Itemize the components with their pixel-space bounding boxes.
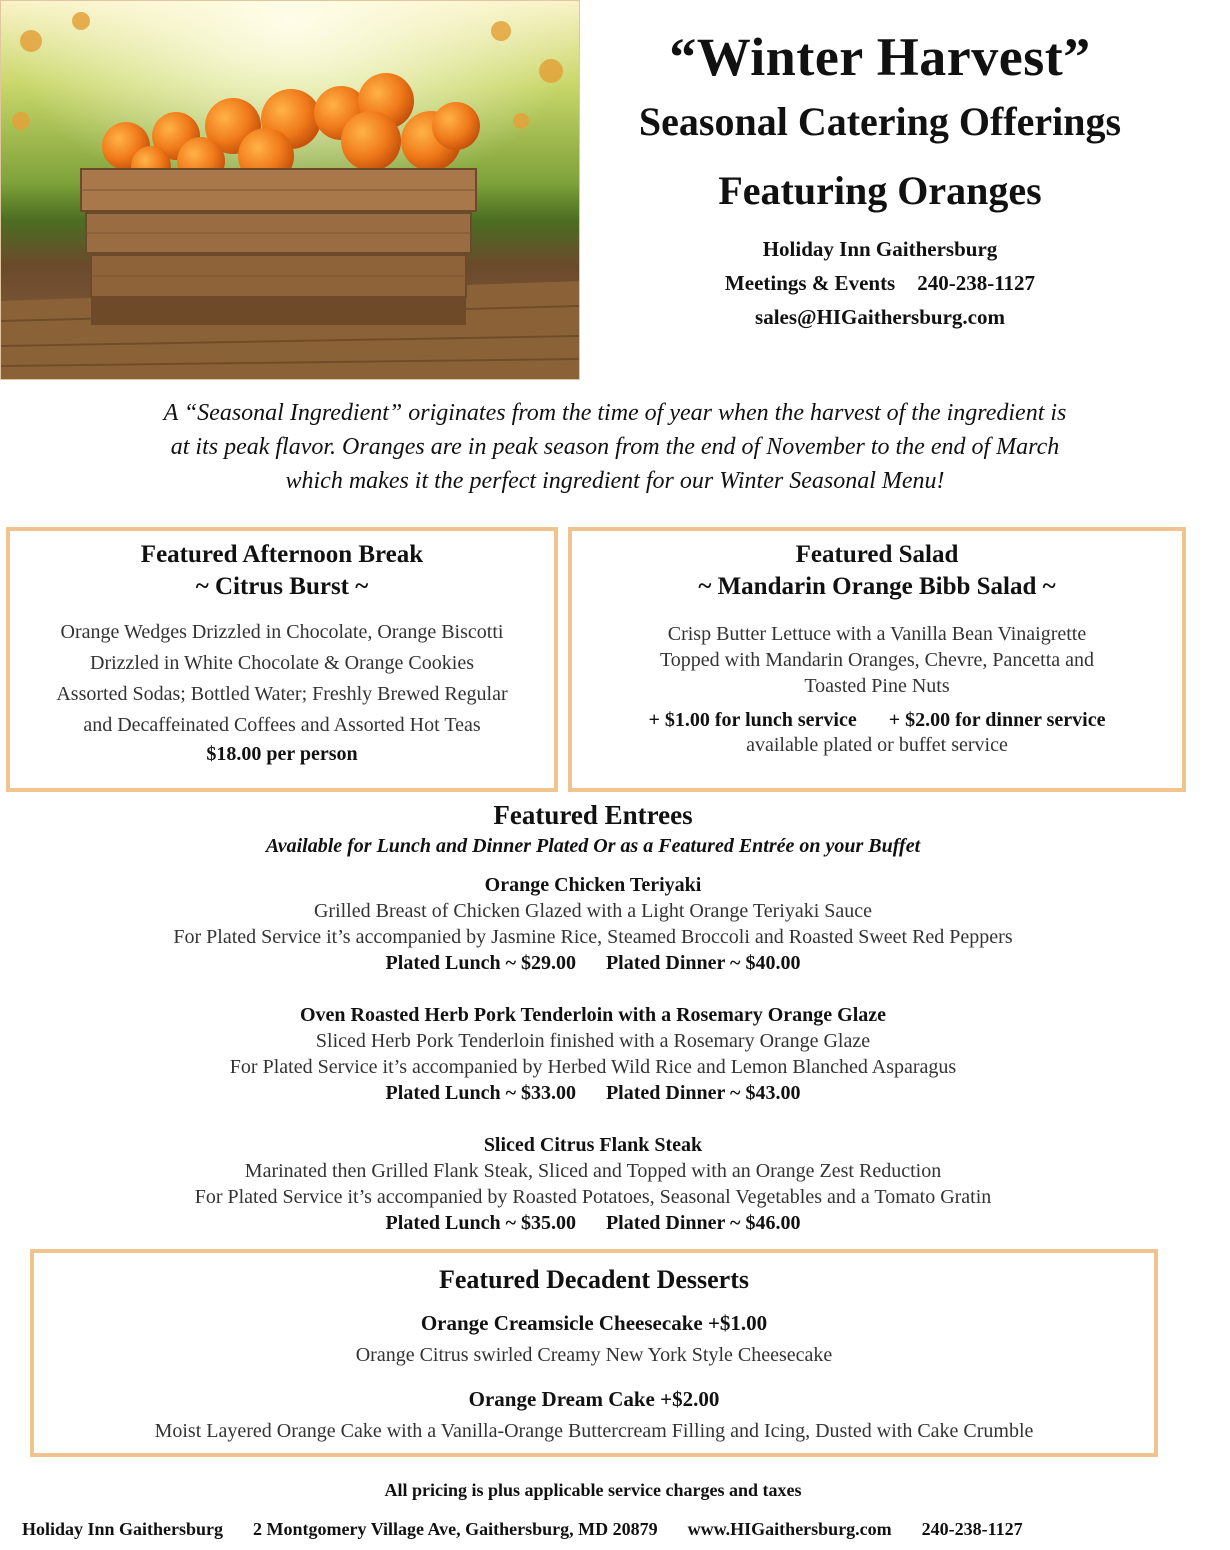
salad-dinner-price: + $2.00 for dinner service [888, 709, 1106, 731]
entree-dinner-price: Plated Dinner ~ $43.00 [605, 1082, 801, 1104]
intro-line: at its peak flavor. Oranges are in peak season from the end of November to the end of March [170, 434, 1060, 460]
description-line: Topped with Mandarin Oranges, Chevre, Pancetta and [659, 649, 1095, 671]
email-link[interactable]: sales@HIGaithersburg.com [755, 305, 1005, 329]
desserts-box [30, 1249, 1158, 1457]
entree-dinner-price: Plated Dinner ~ $40.00 [605, 952, 801, 974]
footer-venue: Holiday Inn Gaithersburg [22, 1519, 224, 1539]
entree-sides: For Plated Service it’s accompanied by Jasmine Rice, Steamed Broccoli and Roasted Sweet Red Peppers [173, 926, 1013, 948]
afternoon-break-box [6, 527, 558, 792]
salad-name: ~ Mandarin Orange Bibb Salad ~ [698, 573, 1056, 600]
afternoon-break-heading: Featured Afternoon Break [140, 541, 424, 568]
page-subtitle-2: Featuring Oranges [718, 168, 1042, 213]
salad-lunch-price: + $1.00 for lunch service [648, 709, 857, 731]
title-block [580, 18, 1180, 334]
dessert-name: Orange Dream Cake +$2.00 [468, 1387, 720, 1411]
meetings-line [580, 266, 1180, 300]
entrees-subheading: Available for Lunch and Dinner Plated Or as a Featured Entrée on your Buffet [265, 835, 921, 857]
venue-name: Holiday Inn Gaithersburg [762, 237, 998, 261]
pricing-footnote: All pricing is plus applicable service charges and taxes [384, 1480, 802, 1500]
intro-line: which makes it the perfect ingredient for our Winter Seasonal Menu! [285, 468, 945, 494]
orange-crate-photo [0, 0, 580, 380]
description-line: Crisp Butter Lettuce with a Vanilla Bean Vinaigrette [667, 623, 1087, 645]
entree-lunch-price: Plated Lunch ~ $35.00 [385, 1212, 576, 1234]
page-title: “Winter Harvest” [669, 27, 1091, 87]
footer-phone[interactable]: 240-238-1127 [921, 1519, 1023, 1539]
entree-lunch-price: Plated Lunch ~ $33.00 [385, 1082, 576, 1104]
entree-description: Sliced Herb Pork Tenderloin finished with a Rosemary Orange Glaze [315, 1030, 871, 1052]
entree-prices [0, 1080, 1186, 1106]
entree-name: Oven Roasted Herb Pork Tenderloin with a Rosemary Orange Glaze [299, 1004, 887, 1026]
dessert-name: Orange Creamsicle Cheesecake +$1.00 [420, 1311, 768, 1335]
entree-description: Grilled Breast of Chicken Glazed with a Light Orange Teriyaki Sauce [313, 900, 873, 922]
footer-address: 2 Montgomery Village Ave, Gaithersburg, MD 20879 [253, 1519, 658, 1539]
meetings-label: Meetings & Events [724, 271, 896, 295]
entree-item [0, 1002, 1186, 1106]
salad-prices [572, 709, 1182, 732]
entree-name: Orange Chicken Teriyaki [484, 874, 702, 896]
entree-name: Sliced Citrus Flank Steak [483, 1134, 703, 1156]
entree-prices [0, 950, 1186, 976]
salad-description [572, 621, 1182, 699]
contact-block [580, 232, 1180, 334]
footer-website-link[interactable]: www.HIGaithersburg.com [687, 1519, 892, 1539]
entree-item [0, 872, 1186, 976]
salad-heading: Featured Salad [795, 541, 959, 568]
afternoon-break-name: ~ Citrus Burst ~ [195, 573, 369, 600]
entree-sides: For Plated Service it’s accompanied by Roasted Potatoes, Seasonal Vegetables and a Tomato Gratin [194, 1186, 992, 1208]
salad-box [568, 527, 1186, 792]
description-line: Toasted Pine Nuts [804, 675, 950, 697]
description-line: Drizzled in White Chocolate & Orange Cookies [90, 652, 474, 674]
salad-note: available plated or buffet service [746, 734, 1008, 756]
page-subtitle: Seasonal Catering Offerings [638, 99, 1122, 144]
description-line: and Decaffeinated Coffees and Assorted Hot Teas [83, 714, 481, 736]
entree-description: Marinated then Grilled Flank Steak, Sliced and Topped with an Orange Zest Reduction [244, 1160, 942, 1182]
phone-number[interactable]: 240-238-1127 [917, 271, 1036, 295]
entree-prices [0, 1210, 1186, 1236]
description-line: Assorted Sodas; Bottled Water; Freshly Brewed Regular [56, 683, 508, 705]
dessert-description: Moist Layered Orange Cake with a Vanilla-Orange Buttercream Filling and Icing, Dusted with Cake Crumble [154, 1420, 1034, 1442]
intro-paragraph [40, 396, 1190, 498]
afternoon-break-price: $18.00 per person [206, 743, 358, 765]
intro-line: A “Seasonal Ingredient” originates from the time of year when the harvest of the ingredient is [163, 400, 1067, 426]
entrees-section [0, 800, 1186, 1236]
footer [22, 1519, 1212, 1540]
entree-dinner-price: Plated Dinner ~ $46.00 [605, 1212, 801, 1234]
entree-sides: For Plated Service it’s accompanied by Herbed Wild Rice and Lemon Blanched Asparagus [229, 1056, 957, 1078]
entree-lunch-price: Plated Lunch ~ $29.00 [385, 952, 576, 974]
desserts-heading: Featured Decadent Desserts [439, 1265, 749, 1294]
description-line: Orange Wedges Drizzled in Chocolate, Orange Biscotti [60, 621, 504, 643]
entrees-heading: Featured Entrees [493, 800, 693, 830]
afternoon-break-description [10, 617, 554, 741]
entree-item [0, 1132, 1186, 1236]
dessert-description: Orange Citrus swirled Creamy New York Style Cheesecake [355, 1344, 833, 1366]
